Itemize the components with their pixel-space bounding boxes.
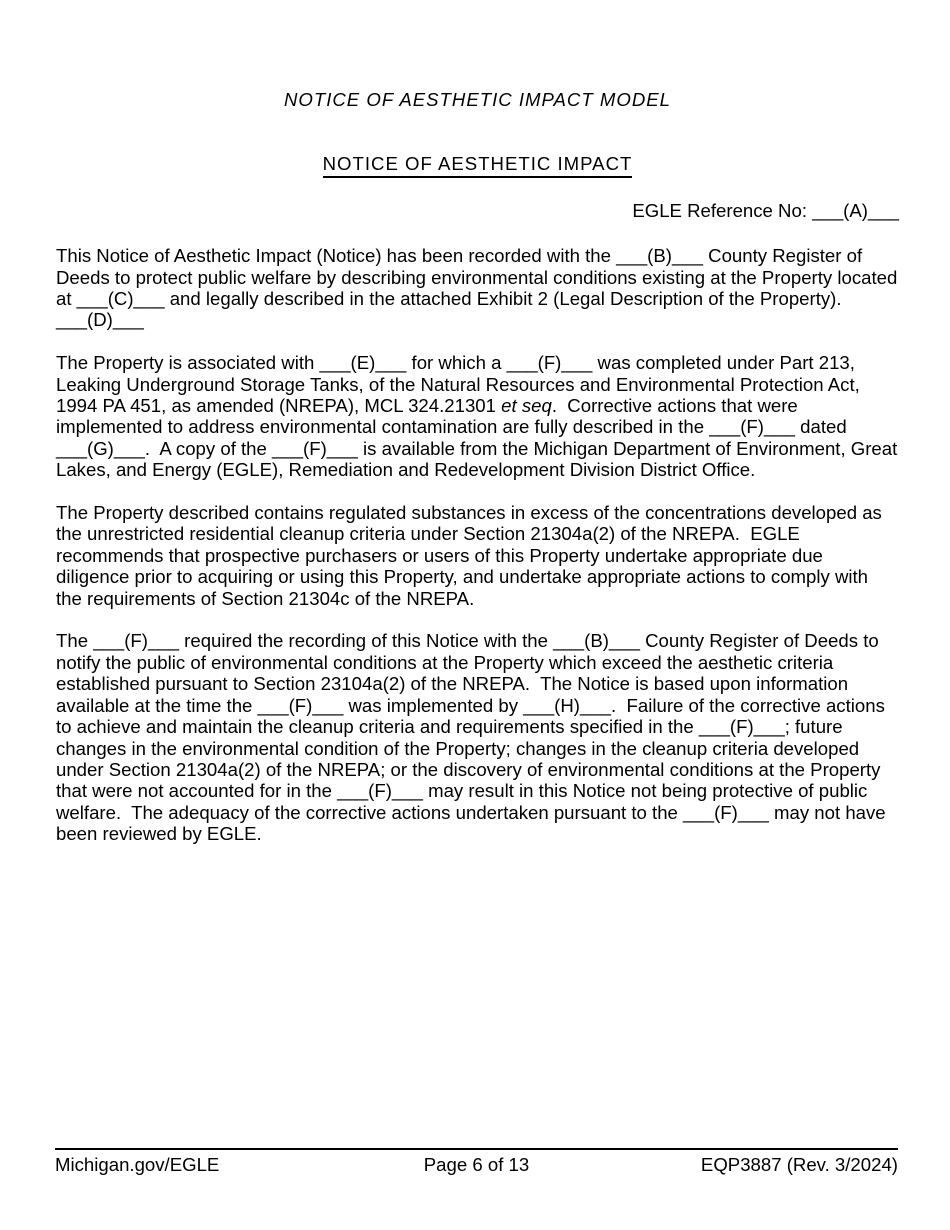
paragraph-property-association: [56, 352, 903, 481]
document-model-title: NOTICE OF AESTHETIC IMPACT MODEL: [283, 89, 672, 110]
paragraph-notice-basis: The ___(F)___ required the recording of this Notice with the ___(B)___ County Register of Deeds to notify the public of environmental conditions at the Property which exceed the aesthetic criteria established pursuant to Section 23104a(2) of the NREPA. The Notice is based upon information available at the time the ___(F)___ was implemented by ___(H)___. Failure of the corrective actions to achieve and maintain the cleanup criteria and requirements specified in the ___(F)___; future changes in the environmental condition of the Property; changes in the cleanup criteria developed under Section 21304a(2) of the NREPA; or the discovery of environmental conditions at the Property that were not accounted for in the ___(F)___ may result in this Notice not being protective of public welfare. The adequacy of the corrective actions undertaken pursuant to the ___(F)___ may not have been reviewed by EGLE.: [56, 630, 891, 845]
footer-site-url: Michigan.gov/EGLE: [55, 1154, 220, 1175]
paragraph-association-text-before: The Property is associated with ___(E)___ for which a ___(F)___ was completed under Part 213, Leaking Underground Storage Tanks, of the Natural Resources and Environmental Protection Act, 1994 PA 451, as amended (NREPA), MCL 324.21301: [56, 352, 865, 417]
page-footer: [55, 1148, 898, 1175]
egle-reference-number: EGLE Reference No: ___(A)___: [632, 199, 899, 221]
footer-form-number: EQP3887 (Rev. 3/2024): [700, 1154, 898, 1175]
paragraph-association-text-after: . Corrective actions that were implemented to address environmental contamination are fully described in the ___(F)___ dated ___(G)___. A copy of the ___(F)___ is available from the Michigan Department of Environment, Great Lakes, and Energy (EGLE), Remediation and Redevelopment Division District Office.: [56, 395, 903, 481]
document-heading-row: [56, 153, 899, 177]
et-seq-citation: et seq: [501, 395, 552, 417]
footer-page-number: Page 6 of 13: [423, 1154, 530, 1175]
paragraph-recording: This Notice of Aesthetic Impact (Notice) has been recorded with the ___(B)___ County Register of Deeds to protect public welfare by describing environmental conditions existing at the Property located at ___(C)___ and legally described in the attached Exhibit 2 (Legal Description of the Property). ___(D)___: [56, 245, 903, 331]
document-heading: NOTICE OF AESTHETIC IMPACT: [323, 153, 633, 177]
paragraph-regulated-substances: The Property described contains regulated substances in excess of the concentrations developed as the unrestricted residential cleanup criteria under Section 21304a(2) of the NREPA. EGLE recommends that prospective purchasers or users of this Property undertake appropriate due diligence prior to acquiring or using this Property, and undertake appropriate actions to comply with the requirements of Section 21304c of the NREPA.: [56, 502, 888, 609]
